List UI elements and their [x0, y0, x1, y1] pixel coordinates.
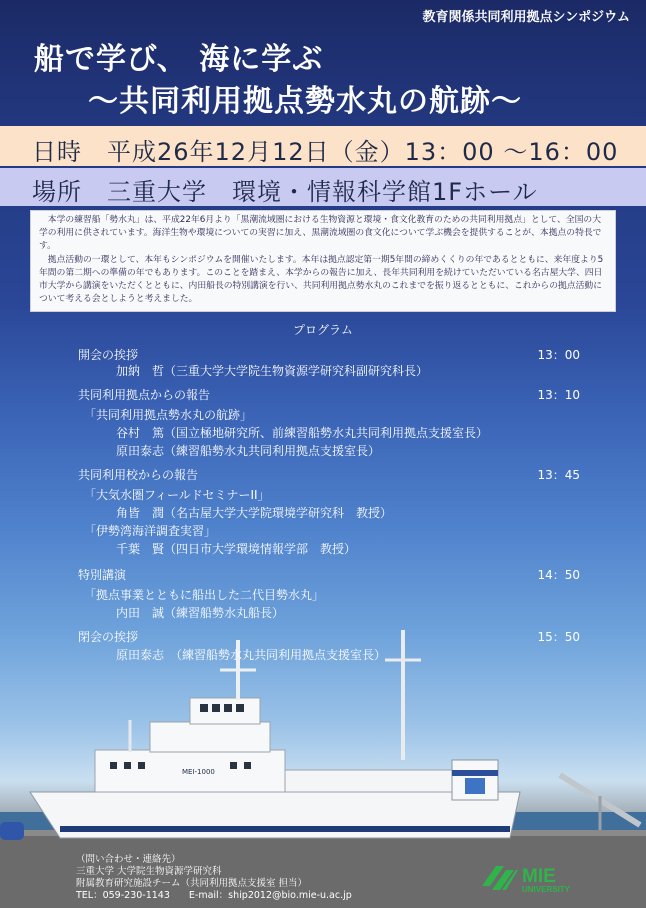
- contact-phone-email: TEL：059-230-1143 E-mail：ship2012@bio.mie-u.ac.jp: [76, 890, 352, 901]
- program-item-time: 15：50: [537, 630, 580, 644]
- program-item-text: 共同利用校からの報告: [78, 468, 199, 482]
- program-item-text: 谷村 篤（国立極地研究所、前練習船勢水丸共同利用拠点支援室長）: [116, 426, 489, 440]
- program-item-text: 千葉 賢（四日市大学環境情報学部 教授）: [116, 542, 357, 556]
- program-item-text: 内田 誠（練習船勢水丸船長）: [116, 606, 285, 620]
- program-item-text: 「拠点事業とともに船出した二代目勢水丸」: [84, 588, 325, 602]
- logo-text-main: MIE: [522, 866, 556, 887]
- logo-text-sub: UNIVERSITY: [522, 885, 571, 894]
- place-text: 場所 三重大学 環境・情報科学館1Fホール: [32, 178, 538, 206]
- logo-mark-icon: [482, 866, 518, 890]
- contact-heading: （問い合わせ・連絡先）: [76, 854, 181, 865]
- program-item-text: 「伊勢湾海洋調査実習」: [84, 524, 217, 538]
- intro-paragraph-1: 本学の練習船「勢水丸」は、平成22年6月より「黒潮流域圏における生物資源と環境・食文化教育のための共同利用拠点」として、全国の大学の利用に供されています。海洋生物や環境についての実習に加え、黒潮流域圏の食文化について学ぶ機会を提供することが、本拠点の特長です。: [39, 215, 602, 252]
- program-item-text: 開会の挨拶: [78, 348, 139, 362]
- program-item-text: 原田泰志（練習船勢水丸共同利用拠点支援室長）: [116, 444, 381, 458]
- date-text: 日時 平成26年12月12日（金）13：00 ～16：00: [32, 138, 619, 166]
- intro-paragraph-2: 拠点活動の一環として、本年もシンポジウムを開催いたします。本年は拠点認定第一期5年間の締めくくりの年であるとともに、来年度より5年間の第二期への準備の年でもあります。このことを踏まえ、本学からの報告に加え、長年共同利用を続けていただいている名古屋大学、四日市大学から講演をいただくとともに、内田船長の特別講演を行い、共同利用拠点勢水丸のこれまでを振り返るとともに、これからの拠点活動について考える会としようと考えました。: [39, 254, 604, 305]
- program-heading: プログラム: [293, 323, 353, 337]
- event-category-label: 教育関係共同利用拠点シンポジウム: [422, 10, 630, 25]
- mie-university-logo: [482, 860, 612, 894]
- program-item-text: 共同利用拠点からの報告: [78, 388, 211, 402]
- program-item-time: 13：10: [537, 388, 580, 402]
- contact-team: 附属教育研究施設チーム（共同利用拠点支援室 担当）: [76, 878, 308, 889]
- contact-organization: 三重大学 大学院生物資源学研究科: [76, 866, 222, 877]
- poster-title-line1: 船で学び、 海に学ぶ: [34, 42, 324, 77]
- hull-number: MEI-1000: [182, 768, 215, 776]
- poster-title-line2: ～共同利用拠点勢水丸の航跡～: [88, 84, 522, 119]
- parked-car: [0, 822, 24, 840]
- program-item-text: 角皆 潤（名古屋大学大学院環境学研究科 教授）: [116, 506, 393, 520]
- program-item-text: 「共同利用拠点勢水丸の航跡」: [84, 408, 253, 422]
- program-item-text: 原田泰志 （練習船勢水丸共同利用拠点支援室長）: [116, 648, 387, 662]
- program-item-text: 閉会の挨拶: [78, 630, 139, 644]
- program-item-text: 「大気水圏フィールドセミナーII」: [84, 488, 270, 502]
- program-item-text: 加納 哲（三重大学大学院生物資源学研究科副研究科長）: [116, 364, 429, 378]
- program-item-time: 13：00: [537, 348, 580, 362]
- contact-info: [76, 854, 352, 902]
- intro-text-box: [30, 210, 616, 312]
- program-item-text: 特別講演: [78, 568, 127, 582]
- program-item-time: 14：50: [537, 568, 580, 582]
- program-item-time: 13：45: [537, 468, 580, 482]
